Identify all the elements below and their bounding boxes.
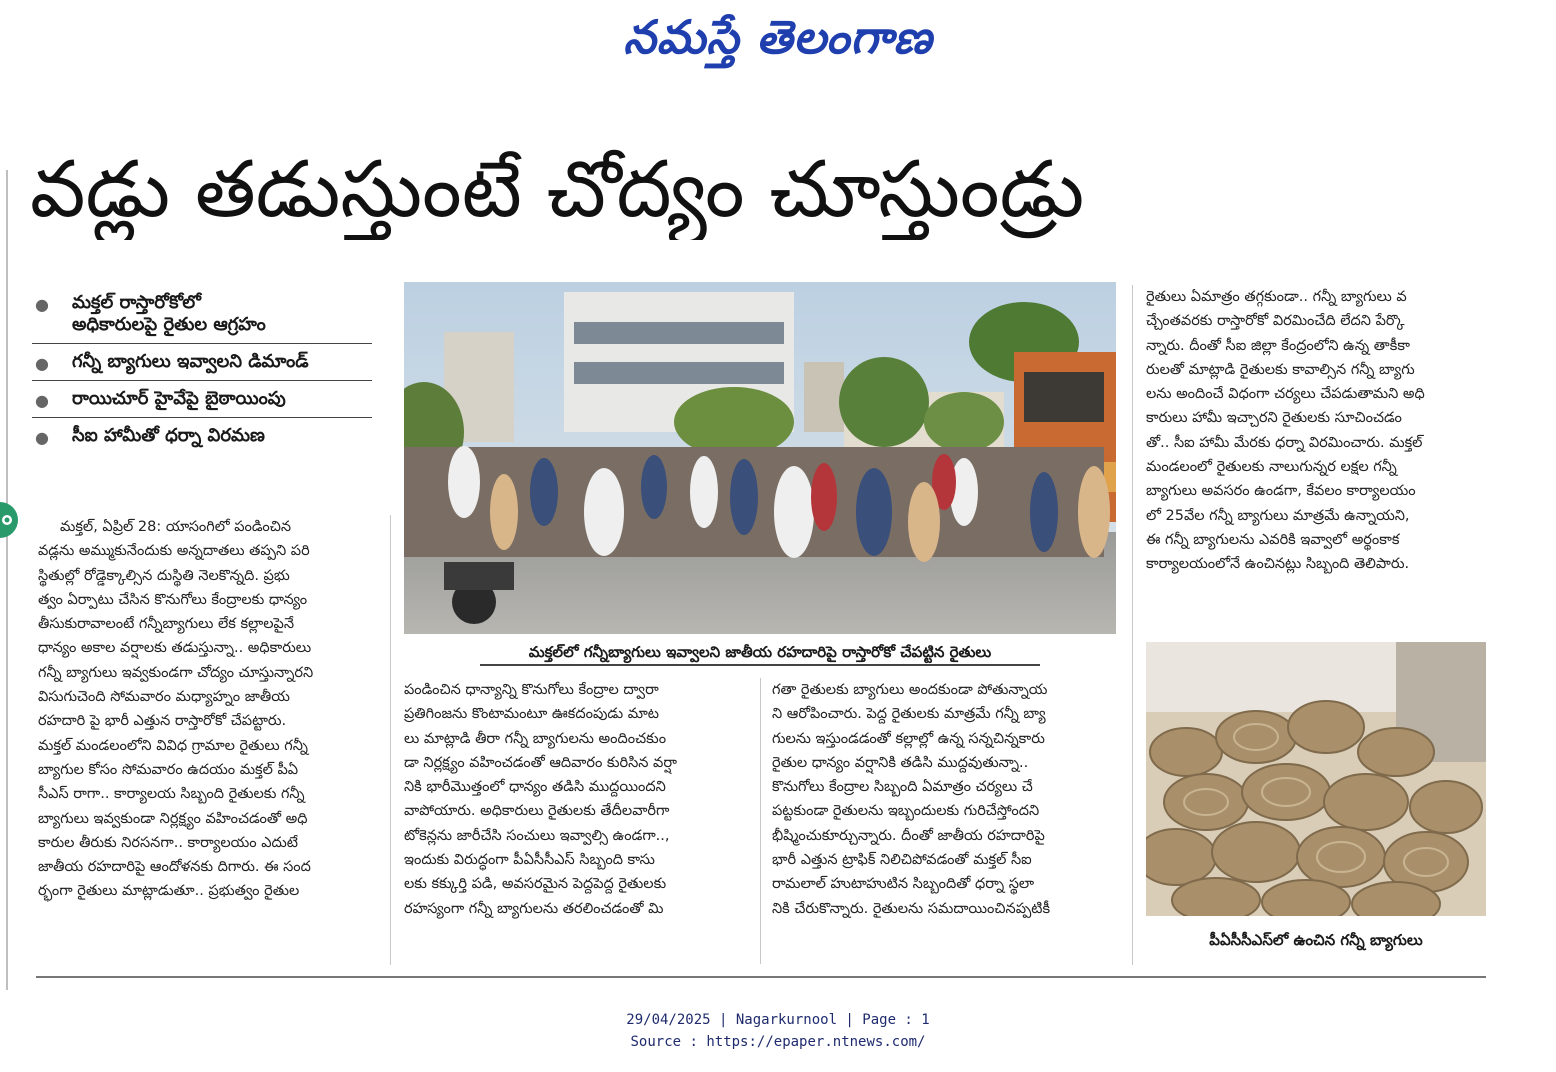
column-divider bbox=[390, 515, 391, 965]
footer-source-link[interactable]: Source : https://epaper.ntnews.com/ bbox=[630, 1034, 926, 1050]
deck-bullets bbox=[32, 285, 372, 454]
bullet-dot-icon: ● bbox=[35, 295, 49, 314]
bullet-dot-icon: ● bbox=[35, 391, 49, 410]
deck-bullet-3: ● రాయిచూర్ హైవేపై బైఠాయింపు bbox=[32, 381, 372, 418]
side-tab-icon[interactable] bbox=[0, 498, 22, 542]
footer-date-edition: 29/04/2025 | Nagarkurnool | Page : 1 bbox=[626, 1012, 930, 1028]
article-column-1: మక్తల్, ఏప్రిల్ 28: యాసంగిలో పండించిన వడ్లను అమ్ముకునేందుకు అన్నదాతలు తప్పని పరి స్థితుల్లో రోడ్డెక్కాల్సిన దుస్థితి నెలకొన్నది. ప్రభు త్వం ఏర్పాటు చేసిన కొనుగోలు కేంద్రాలకు ధాన్యం తీసుకురావాలంటే గన్నీబ్యాగులు లేక కల్లాలపైనే ధాన్యం అకాల వర్షాలకు తడుస్తున్నా.. అధికారులు గన్నీ బ్యాగులు ఇవ్వకుండగా చోద్యం చూస్తున్నారని విసుగుచెంది సోమవారం మధ్యాహ్నం జాతీయ రహదారి పై భారీ ఎత్తున రాస్తారోకో చేపట్టారు. మక్తల్ మండలంలోని వివిధ గ్రామాల రైతులు గన్నీ బ్యాగుల కోసం సోమవారం ఉదయం మక్తల్ పీఏ సీఎస్ రాగా.. కార్యాలయ సిబ్బంది రైతులకు గన్నీ బ్యాగులు ఇవ్వకుండా నిర్లక్ష్యం వహించడంతో అధి కారుల తీరుకు నిరసనగా.. కార్యాలయం ఎదుటే జాతీయ రహదారిపై ఆందోళనకు దిగారు. ఈ సంద ర్భంగా రైతులు మాట్లాడుతూ.. ప్రభుత్వం రైతుల bbox=[38, 519, 314, 900]
deck-bullet-2: ● గన్నీ బ్యాగులు ఇవ్వాలని డిమాండ్ bbox=[32, 344, 372, 381]
masthead-logo: నమస్తే తెలంగాణ bbox=[623, 10, 933, 64]
deck-bullet-4: ● సీఐ హామీతో ధర్నా విరమణ bbox=[35, 425, 265, 447]
article-column-3: గతా రైతులకు బ్యాగులు అందకుండా పోతున్నాయ ని ఆరోపించారు. పెద్ద రైతులకు మాత్రమే గన్నీ బ్యా గులను ఇస్తుండడంతో కల్లాల్లో ఉన్న సన్నచిన్నకారు రైతుల ధాన్యం వర్షానికి తడిసి ముద్దవుతున్నా.. కొనుగోలు కేంద్రాల సిబ్బంది ఏమాత్రం చర్యలు చే పట్టకుండా రైతులను ఇబ్బందులకు గురిచేస్తోందని భీష్మించుకూర్చున్నారు. దీంతో జాతీయ రహదారిపై భారీ ఎత్తున ట్రాఫిక్ నిలిచిపోవడంతో మక్తల్ సీఐ రామలాల్ హుటాహుటిన సిబ్బందితో ధర్నా స్థలా నికి చేరుకొన్నారు. రైతులను సమదాయించినప్పటికీ bbox=[772, 682, 1051, 917]
deck-bullet-1: ● మక్తల్ రాస్తారోకోలో అధికారులపై రైతుల ఆగ్రహం bbox=[32, 285, 372, 344]
caption-underline bbox=[480, 664, 1040, 666]
bullet-dot-icon: ● bbox=[35, 428, 49, 447]
bullet-dot-icon: ● bbox=[35, 354, 49, 373]
column-divider bbox=[1132, 285, 1133, 965]
article-headline: వడ్లు తడుస్తుంటే చోద్యం చూస్తుండ్రు bbox=[30, 145, 1085, 235]
gunny-bags-photo-caption: పీఏసీసీఎస్‌లో ఉంచిన గన్నీ బ్యాగులు bbox=[1209, 931, 1423, 949]
left-margin-rule bbox=[6, 170, 8, 990]
article-column-4: రైతులు ఏమాత్రం తగ్గకుండా.. గన్నీ బ్యాగులు వ చ్చేంతవరకు రాస్తారోకో విరమించేది లేదని పేర్కొ న్నారు. దీంతో సీఐ జిల్లా కేంద్రంలోని ఉన్న తాకీకా రులతో మాట్లాడి రైతులకు కావాల్సిన గన్నీ బ్యాగు లను అందించే విధంగా చర్యలు చేపడుతామని అధి కారులు హామీ ఇచ్చారని రైతులకు సూచించడం తో.. సీఐ హామీ మేరకు ధర్నా విరమించారు. మక్తల్ మండలంలో రైతులకు నాలుగున్నర లక్షల గన్నీ బ్యాగులు అవసరం ఉండగా, కేవలం కార్యాలయం లో 25వేల గన్నీ బ్యాగులు మాత్రమే ఉన్నాయని, ఈ గన్నీ బ్యాగులను ఎవరికి ఇవ్వాలో అర్థంకాక కార్యాలయంలోనే ఉంచినట్లు సిబ్బంది తెలిపారు. bbox=[1146, 289, 1425, 573]
article-column-2: పండించిన ధాన్యాన్ని కొనుగోలు కేంద్రాల ద్వారా ప్రతిగింజను కొంటామంటూ ఊకదంపుడు మాట లు మాట్లాడి తీరా గన్నీ బ్యాగులను అందించకుం డా నిర్లక్ష్యం వహించడంతో ఆదివారం కురిసిన వర్షా నికి భారీమొత్తంలో ధాన్యం తడిసి ముద్దయిందని వాపోయారు. అధికారులు రైతులకు తేదీలవారీగా టోకెన్లను జారీచేసి సంచులు ఇవ్వాల్సి ఉండగా.., ఇందుకు విరుద్ధంగా పీఏసీసీఎస్ సిబ్బంది కాసు లకు కక్కుర్తి పడి, అవసరమైన పెద్దపెద్ద రైతులకు రహస్యంగా గన్నీ బ్యాగులను తరలించడంతో మి bbox=[404, 682, 677, 917]
protest-photo bbox=[404, 282, 1116, 634]
column-divider bbox=[760, 678, 761, 964]
protest-photo-caption: మక్తల్‌లో గన్నీబ్యాగులు ఇవ్వాలని జాతీయ రహదారిపై రాస్తారోకో చేపట్టిన రైతులు bbox=[404, 640, 1116, 666]
page-bottom-rule bbox=[36, 976, 1486, 978]
gunny-bags-photo bbox=[1146, 642, 1486, 916]
